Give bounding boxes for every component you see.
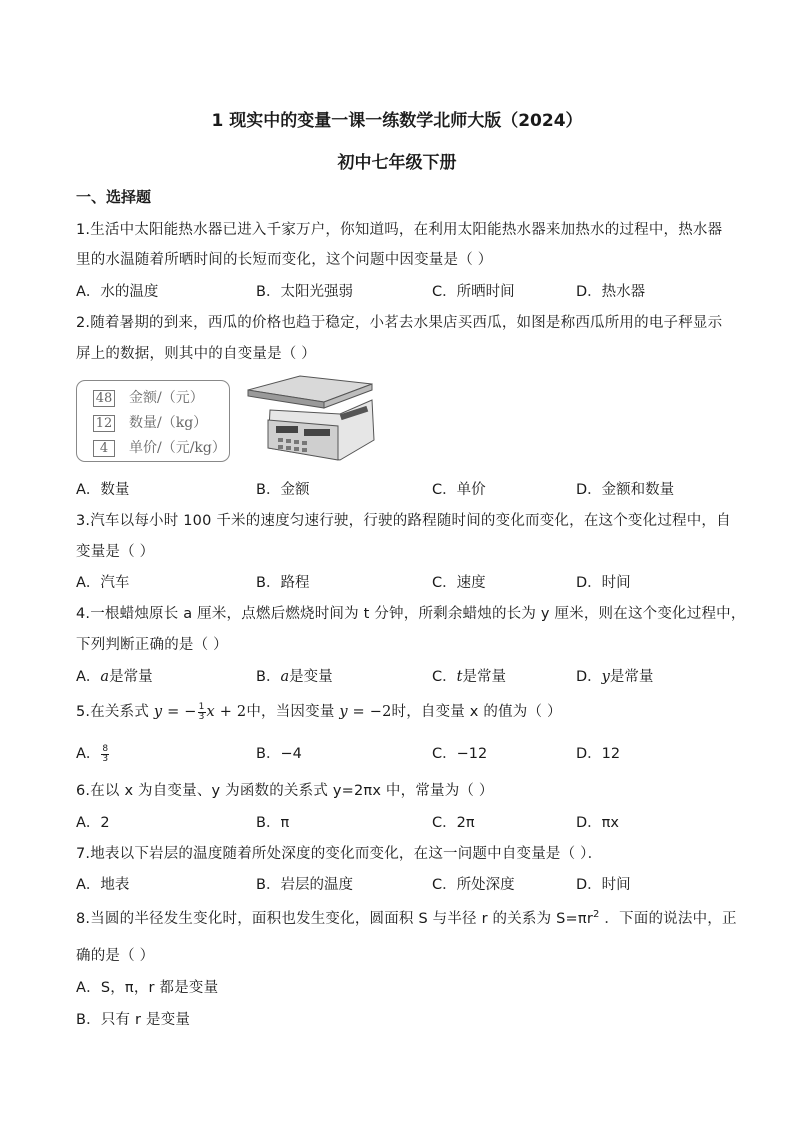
display-label-amount: 金额/（元） — [129, 390, 204, 406]
display-label-quantity: 数量/（kg） — [129, 415, 208, 431]
display-label-unit-price: 单价/（元/kg） — [129, 440, 226, 456]
q3-options — [76, 571, 736, 591]
q4-text-line2: 下列判断正确的是（ ） — [76, 637, 228, 653]
q2-option-d: D．金额和数量 — [576, 482, 675, 498]
q6-option-b: B．π — [256, 815, 290, 831]
q4-option-a: A．a是常量 — [76, 669, 153, 685]
display-row-quantity — [93, 412, 207, 430]
q5-option-b: B．−4 — [256, 746, 302, 762]
q5-options — [76, 742, 736, 762]
q8-text-line1: 8.当圆的半径发生变化时，面积也发生变化，圆面积 S 与半径 r 的关系为 $S=\pi r^2$ ．下面的说法中，正 — [76, 909, 737, 927]
q1-text-line1: 1.生活中太阳能热水器已进入千家万户，你知道吗，在利用太阳能热水器来加热水的过程中，热水器 — [76, 222, 723, 238]
q3-option-a: A．汽车 — [76, 575, 130, 591]
q8-option-a: A．S，π，r 都是变量 — [76, 980, 219, 996]
q6-option-a: A．2 — [76, 815, 110, 831]
q5-option-c: C．−12 — [432, 746, 488, 762]
q1-option-b: B．太阳光强弱 — [256, 284, 353, 300]
q5-option-a-fraction: $\frac{8}{3}$ — [102, 743, 109, 764]
q4-option-c: C．t是常量 — [432, 669, 506, 685]
q8-option-b: B．只有 r 是变量 — [76, 1012, 191, 1028]
q4-text-line1: 4.一根蜡烛原长 a 厘米，点燃后燃烧时间为 t 分钟，所剩余蜡烛的长为 y 厘米，则在这个变化过程中， — [76, 606, 746, 622]
section-heading: 一、选择题 — [76, 188, 152, 206]
display-value-amount: 48 — [93, 390, 115, 407]
q2-option-a: A．数量 — [76, 482, 130, 498]
q5-text-line1: 5.在关系式 y = − $\frac{1}{3}$ x + 2中，当因变量 y = −2时，自变量 x 的值为（ ） — [76, 701, 562, 722]
scale-display-panel — [76, 380, 230, 462]
q3-option-d: D．时间 — [576, 575, 631, 591]
q1-option-a: A．水的温度 — [76, 284, 159, 300]
q6-options — [76, 811, 736, 831]
q5-equation-fraction: $\frac{1}{3}$ — [198, 701, 205, 722]
q7-option-b: B．岩层的温度 — [256, 877, 353, 893]
display-value-unit-price: 4 — [93, 440, 115, 457]
q7-option-d: D．时间 — [576, 877, 631, 893]
q1-option-d: D．热水器 — [576, 284, 646, 300]
q1-option-c: C．所晒时间 — [432, 284, 515, 300]
q4-options — [76, 665, 736, 685]
display-row-unit-price — [93, 437, 226, 455]
q2-text-line2: 屏上的数据，则其中的自变量是（ ） — [76, 346, 317, 362]
q6-text-line1: 6.在以 x 为自变量、y 为函数的关系式 y=2πx 中，常量为（ ） — [76, 783, 494, 799]
electronic-scale-icon — [240, 370, 380, 465]
q2-option-c: C．单价 — [432, 482, 486, 498]
display-value-quantity: 12 — [93, 415, 115, 432]
q2-text-line1: 2.随着暑期的到来，西瓜的价格也趋于稳定，小茗去水果店买西瓜，如图是称西瓜所用的电子秤显示 — [76, 315, 723, 331]
q3-text-line2: 变量是（ ） — [76, 544, 155, 560]
q1-text-line2: 里的水温随着所晒时间的长短而变化，这个问题中因变量是（ ） — [76, 252, 493, 268]
q7-options — [76, 873, 736, 893]
q2-option-b: B．金额 — [256, 482, 310, 498]
q7-option-c: C．所处深度 — [432, 877, 515, 893]
q6-option-d: D．πx — [576, 815, 619, 831]
q1-options — [76, 280, 736, 300]
q2-options — [76, 478, 736, 498]
q5-option-d: D．12 — [576, 746, 621, 762]
q8-text-line2: 确的是（ ） — [76, 948, 155, 964]
q7-option-a: A．地表 — [76, 877, 130, 893]
display-row-amount — [93, 387, 204, 405]
q6-option-c: C．2π — [432, 815, 475, 831]
q5-option-a: A． $\frac{8}{3}$ — [76, 743, 109, 764]
q4-option-b: B．a是变量 — [256, 669, 333, 685]
q3-option-c: C．速度 — [432, 575, 486, 591]
document-title: 1 现实中的变量一课一练数学北师大版（2024） — [211, 111, 583, 131]
q3-option-b: B．路程 — [256, 575, 310, 591]
q7-text-line1: 7.地表以下岩层的温度随着所处深度的变化而变化，在这一问题中自变量是（ ）． — [76, 846, 603, 862]
document-subtitle: 初中七年级下册 — [337, 153, 457, 173]
q3-text-line1: 3.汽车以每小时 100 千米的速度匀速行驶，行驶的路程随时间的变化而变化，在这个变化过程中，自 — [76, 513, 731, 529]
q4-option-d: D．y是常量 — [576, 669, 654, 685]
